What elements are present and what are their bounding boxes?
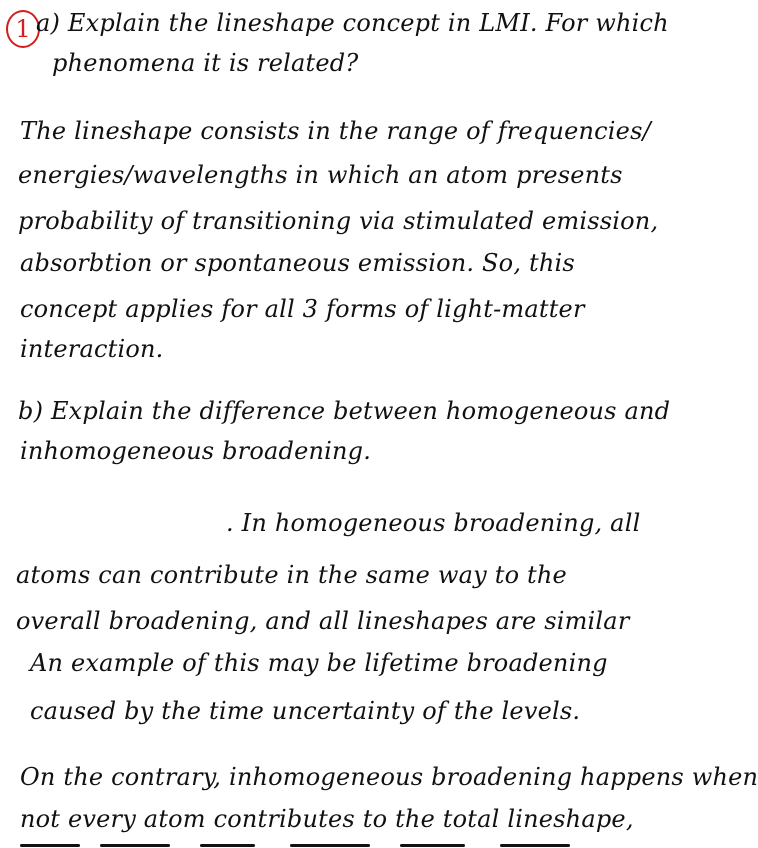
part-b-prompt-line-2: inhomogeneous broadening. <box>20 437 372 465</box>
question-number-circle: 1 <box>6 10 40 48</box>
part-a-answer-line-3: probability of transitioning via stimulated emission, <box>18 207 659 235</box>
part-b-answer-line-7: not every atom contributes to the total lineshape, <box>20 805 634 833</box>
part-b-answer-line-6: On the contrary, inhomogeneous broadening happens when <box>20 763 758 791</box>
part-a-prompt-line-2: phenomena it is related? <box>52 49 359 77</box>
part-a-prompt-line-1: a) Explain the lineshape concept in LMI. For which <box>36 9 669 37</box>
part-a-answer-line-4: absorbtion or spontaneous emission. So, this <box>20 249 575 277</box>
cut-off-handwriting <box>0 836 600 848</box>
part-b-answer-line-3: overall broadening, and all lineshapes are similar <box>16 607 630 635</box>
part-b-answer-line-2: atoms can contribute in the same way to the <box>16 561 567 589</box>
part-a-answer-line-2: energies/wavelengths in which an atom presents <box>18 161 623 189</box>
part-b-answer-line-4: An example of this may be lifetime broadening <box>30 649 608 677</box>
part-b-prompt-line-1: b) Explain the difference between homogeneous and <box>18 397 671 425</box>
part-a-answer-line-1: The lineshape consists in the range of frequencies/ <box>20 117 651 145</box>
part-a-answer-line-6: interaction. <box>20 335 164 363</box>
part-b-answer-line-5: caused by the time uncertainty of the levels. <box>30 697 581 725</box>
part-b-answer-line-1: . In homogeneous broadening, all <box>226 509 641 537</box>
part-a-answer-line-5: concept applies for all 3 forms of light-matter <box>20 295 585 323</box>
